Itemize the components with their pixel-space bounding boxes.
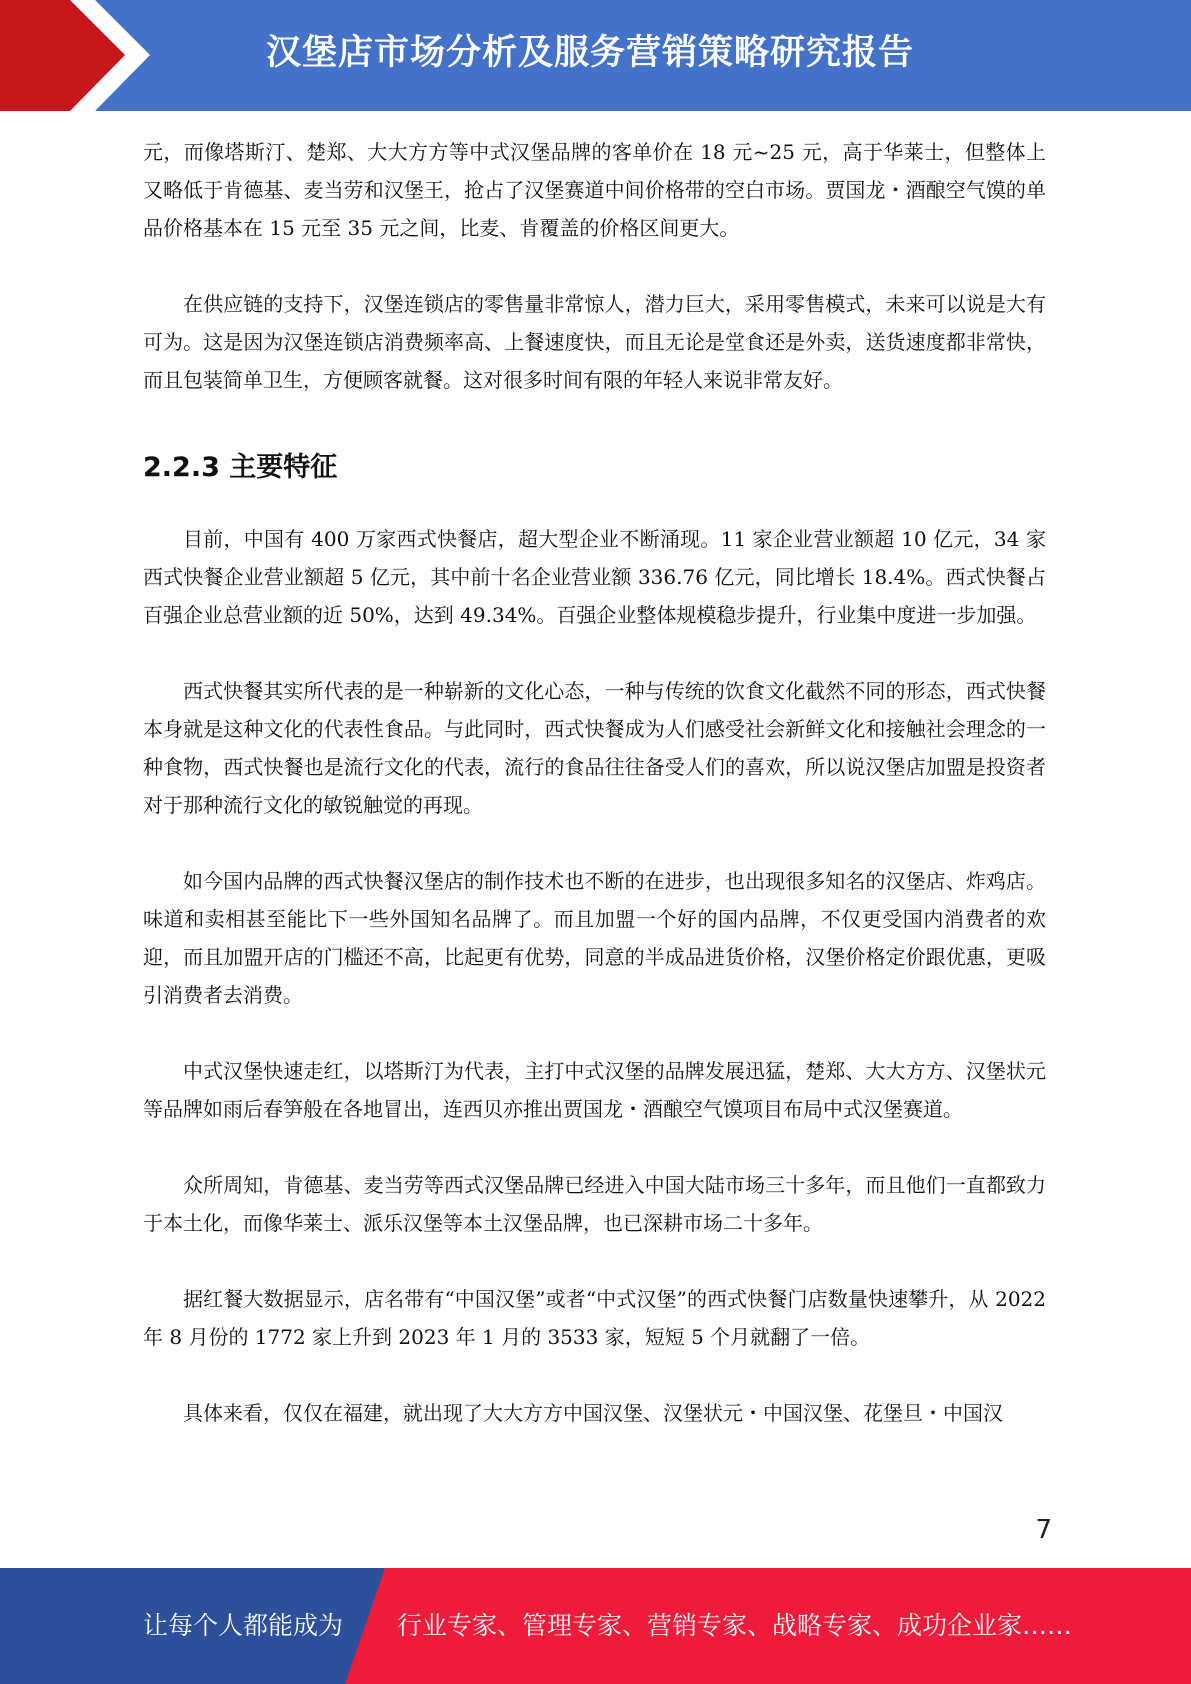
page-header [0, 0, 1191, 111]
footer-slogan-right: 行业专家、管理专家、营销专家、战略专家、成功企业家…… [397, 1611, 1073, 1640]
paragraph-domestic-brands: 如今国内品牌的西式快餐汉堡店的制作技术也不断的在进步，也出现很多知名的汉堡店、炸鸡店。味道和卖相甚至能比下一些外国知名品牌了。而且加盟一个好的国内品牌，不仅更受国内消费者的欢迎，而且加盟开店的门槛还不高，比起更有优势，同意的半成品进货价格，汉堡价格定价跟优惠，更吸引消费者去消费。 [143, 869, 1046, 1007]
page-footer [0, 1568, 1191, 1684]
report-title: 汉堡店市场分析及服务营销策略研究报告 [265, 33, 914, 73]
paragraph-chinese-burger: 中式汉堡快速走红，以塔斯汀为代表，主打中式汉堡的品牌发展迅猛，楚郑、大大方方、汉堡状元等品牌如雨后春笋般在各地冒出，连西贝亦推出贾国龙・酒酿空气馍项目布局中式汉堡赛道。 [143, 1059, 1046, 1121]
paragraph-supply-chain: 在供应链的支持下，汉堡连锁店的零售量非常惊人，潜力巨大，采用零售模式，未来可以说是大有可为。这是因为汉堡连锁店消费频率高、上餐速度快，而且无论是堂食还是外卖，送货速度都非常快，而且包装简单卫生，方便顾客就餐。这对很多时间有限的年轻人来说非常友好。 [143, 292, 1046, 392]
paragraph-price-range: 元，而像塔斯汀、楚郑、大大方方等中式汉堡品牌的客单价在 18 元~25 元，高于华莱士，但整体上又略低于肯德基、麦当劳和汉堡王，抢占了汉堡赛道中间价格带的空白市场。贾国龙・酒酿空气馍的单品价格基本在 15 元至 35 元之间，比麦、肯覆盖的价格区间更大。 [143, 140, 1046, 240]
section-heading: 2.2.3 主要特征 [143, 452, 338, 483]
paragraph-western-brands: 众所周知，肯德基、麦当劳等西式汉堡品牌已经进入中国大陆市场三十多年，而且他们一直都致力于本土化，而像华莱士、派乐汉堡等本土汉堡品牌，也已深耕市场二十多年。 [143, 1173, 1046, 1235]
footer-slogan-left: 让每个人都能成为 [143, 1611, 344, 1640]
page-body [143, 133, 1046, 1432]
paragraph-fujian: 具体来看，仅仅在福建，就出现了大大方方中国汉堡、汉堡状元・中国汉堡、花堡旦・中国汉 [183, 1401, 1003, 1425]
paragraph-store-data: 据红餐大数据显示，店名带有“中国汉堡”或者“中式汉堡”的西式快餐门店数量快速攀升，从 2022 年 8 月份的 1772 家上升到 2023 年 1 月的 3533 家，短短 5 个月就翻了一倍。 [143, 1287, 1046, 1349]
paragraph-culture: 西式快餐其实所代表的是一种崭新的文化心态，一种与传统的饮食文化截然不同的形态，西式快餐本身就是这种文化的代表性食品。与此同时，西式快餐成为人们感受社会新鲜文化和接触社会理念的一种食物，西式快餐也是流行文化的代表，流行的食品往往备受人们的喜欢，所以说汉堡店加盟是投资者对于那种流行文化的敏锐触觉的再现。 [143, 679, 1046, 817]
paragraph-market-size: 目前，中国有 400 万家西式快餐店，超大型企业不断涌现。11 家企业营业额超 10 亿元，34 家西式快餐企业营业额超 5 亿元，其中前十名企业营业额 336.76 亿元，同比增长 18.4%。西式快餐占百强企业总营业额的近 50%，达到 49.34%。百强企业整体规模稳步提升，行业集中度进一步加强。 [143, 527, 1046, 627]
page-number: 7 [1035, 1515, 1052, 1545]
